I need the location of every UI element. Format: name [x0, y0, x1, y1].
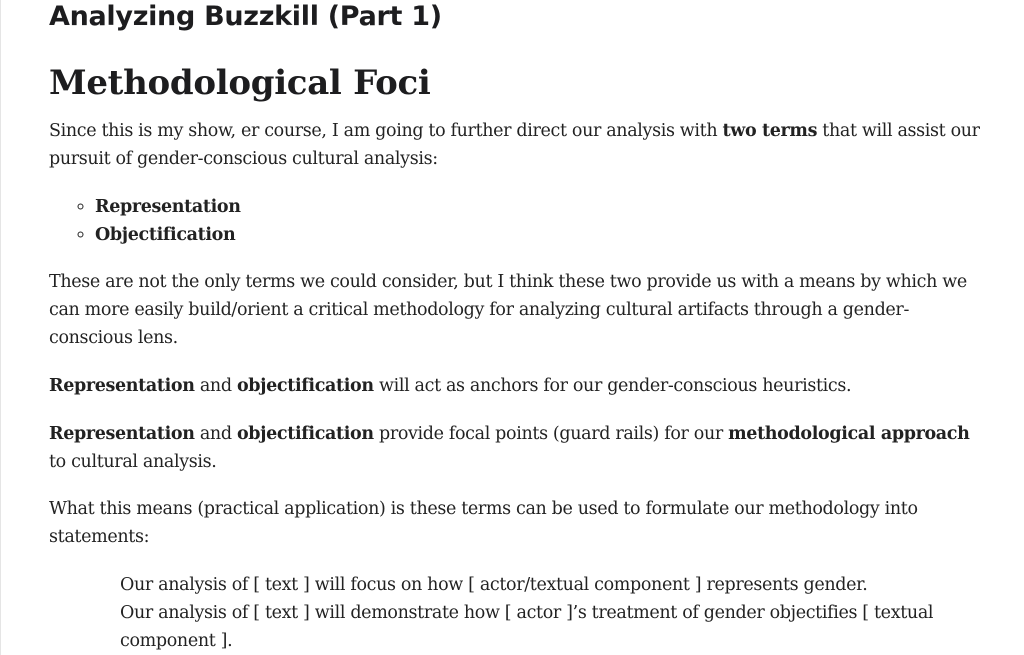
- application-paragraph: What this means (practical application) is these terms can be used to formulate our methodology into statements:: [49, 499, 918, 547]
- focal-bold-objectification: objectification: [236, 424, 374, 444]
- focal-bold-methodological-approach: methodological approach: [728, 424, 970, 444]
- focal-text-1: and: [194, 424, 237, 444]
- content-area: [49, 0, 989, 655]
- terms-list: [49, 193, 989, 249]
- statements-block: [49, 571, 989, 655]
- statement-2: Our analysis of [ text ] will demonstrate how [ actor ]’s treatment of gender objectifies [ textual component ].: [120, 603, 934, 651]
- focal-text-2: provide focal points (guard rails) for our: [373, 424, 729, 444]
- statement-1: Our analysis of [ text ] will focus on how [ actor/textual component ] represents gender.: [120, 575, 868, 595]
- means-paragraph: These are not the only terms we could consider, but I think these two provide us with a means by which we can more easily build/orient a critical methodology for analyzing cultural artifacts through a gender-conscious lens.: [49, 272, 967, 348]
- anchors-paragraph: [49, 372, 989, 400]
- focal-paragraph: [49, 420, 989, 476]
- anchors-text-2: will act as anchors for our gender-conscious heuristics.: [373, 376, 852, 396]
- list-item-representation: ◦ Representation: [95, 193, 989, 221]
- focal-bold-representation: Representation: [49, 424, 195, 444]
- anchors-bold-representation: Representation: [49, 376, 195, 396]
- lesson-title: Analyzing Buzzkill (Part 1): [49, 1, 442, 32]
- intro-text-2: that will assist our pursuit of gender-conscious cultural analysis:: [49, 121, 980, 169]
- list-item-objectification: ◦ Objectification: [95, 221, 989, 249]
- anchors-text-1: and: [194, 376, 237, 396]
- section-title: Methodological Foci: [49, 63, 431, 103]
- anchors-bold-objectification: objectification: [236, 376, 374, 396]
- intro-paragraph: [49, 117, 989, 173]
- intro-bold-two-terms: two terms: [722, 121, 818, 141]
- intro-text-1: Since this is my show, er course, I am going to further direct our analysis with: [49, 121, 723, 141]
- focal-text-3: to cultural analysis.: [49, 452, 217, 472]
